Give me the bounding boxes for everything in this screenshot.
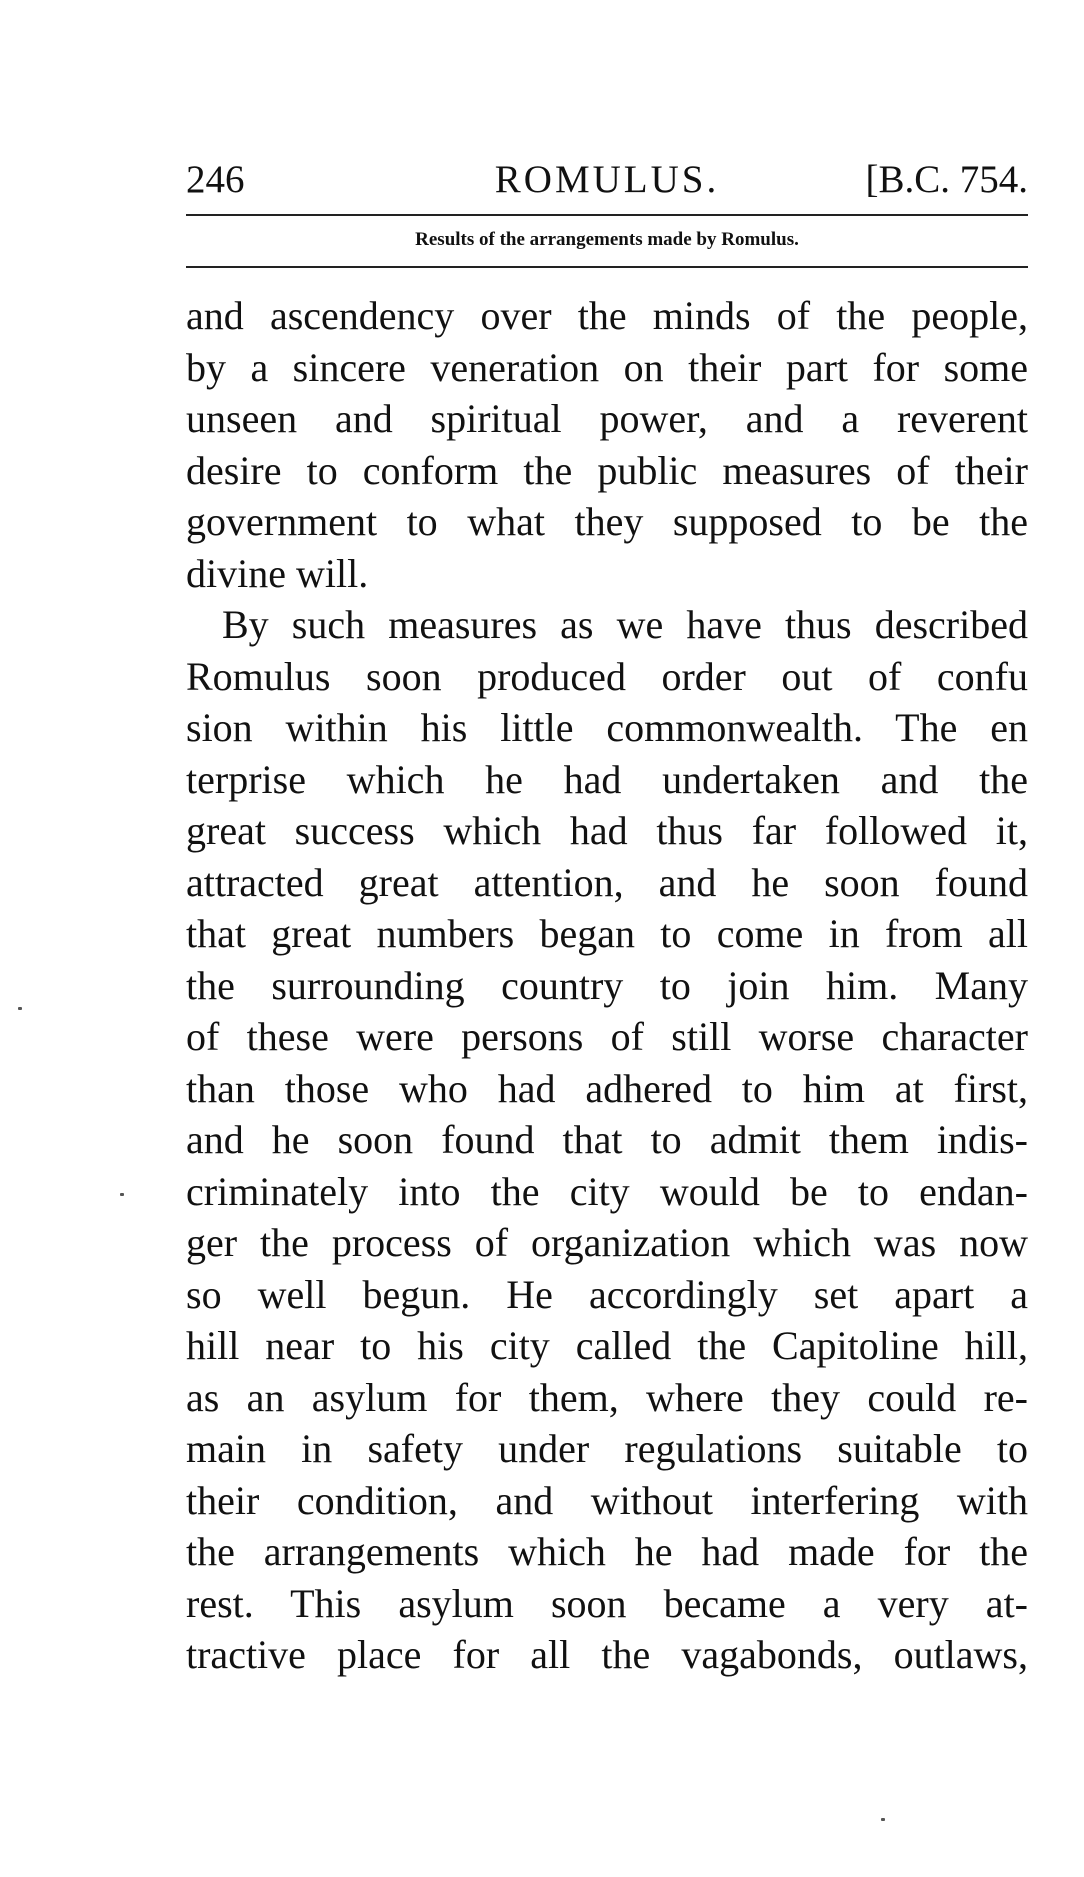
text-line: attracted great attention, and he soon found bbox=[186, 859, 1028, 905]
text-line: sion within his little commonwealth. The en bbox=[186, 705, 1028, 750]
text-line: rest. This asylum soon became a very at- bbox=[186, 1580, 1028, 1626]
text-line: unseen and spiritual power, and a reverent bbox=[186, 396, 1028, 441]
running-head bbox=[186, 152, 1028, 208]
text-line: Romulus soon produced order out of confu bbox=[186, 653, 1028, 699]
text-line: by a sincere veneration on their part for some bbox=[186, 344, 1028, 390]
text-line: and ascendency over the minds of the people, bbox=[186, 293, 1028, 338]
text-line: terprise which he had undertaken and the bbox=[186, 756, 1028, 802]
scan-speck bbox=[18, 1007, 22, 1010]
paragraph-start-line: By such measures as we have thus described bbox=[222, 602, 1028, 647]
chapter-subheading: Results of the arrangements made by Romulus. bbox=[415, 229, 799, 250]
text-line: than those who had adhered to him at first, bbox=[186, 1065, 1028, 1111]
text-line: of these were persons of still worse character bbox=[186, 1014, 1028, 1059]
scan-speck bbox=[881, 1818, 885, 1821]
text-line: divine will. bbox=[186, 550, 369, 596]
text-line: that great numbers began to come in from all bbox=[186, 911, 1028, 956]
text-line: ger the process of organization which was now bbox=[186, 1220, 1028, 1265]
text-line: great success which had thus far followed it, bbox=[186, 808, 1028, 853]
text-line: government to what they supposed to be the bbox=[186, 499, 1028, 544]
text-line: desire to conform the public measures of their bbox=[186, 447, 1028, 493]
text-line: the surrounding country to join him. Many bbox=[186, 962, 1028, 1008]
page-number: 246 bbox=[186, 158, 245, 201]
header-rule-top bbox=[186, 214, 1028, 216]
text-line: criminately into the city would be to endan- bbox=[186, 1168, 1028, 1214]
era-marker: [B.C. 754. bbox=[865, 158, 1028, 201]
text-line: so well begun. He accordingly set apart a bbox=[186, 1271, 1028, 1317]
text-line: main in safety under regulations suitable to bbox=[186, 1426, 1028, 1471]
text-line: as an asylum for them, where they could re- bbox=[186, 1374, 1028, 1420]
text-line: tractive place for all the vagabonds, outlaws, bbox=[186, 1632, 1028, 1677]
body-text bbox=[186, 290, 1028, 1681]
scan-speck bbox=[120, 1193, 124, 1196]
text-line: and he soon found that to admit them indis- bbox=[186, 1117, 1028, 1162]
header-rule-bottom bbox=[186, 266, 1028, 268]
text-line: their condition, and without interfering with bbox=[186, 1477, 1028, 1523]
text-line: hill near to his city called the Capitoline hill, bbox=[186, 1323, 1028, 1368]
text-line: the arrangements which he had made for the bbox=[186, 1529, 1028, 1574]
running-title: ROMULUS. bbox=[494, 158, 720, 201]
